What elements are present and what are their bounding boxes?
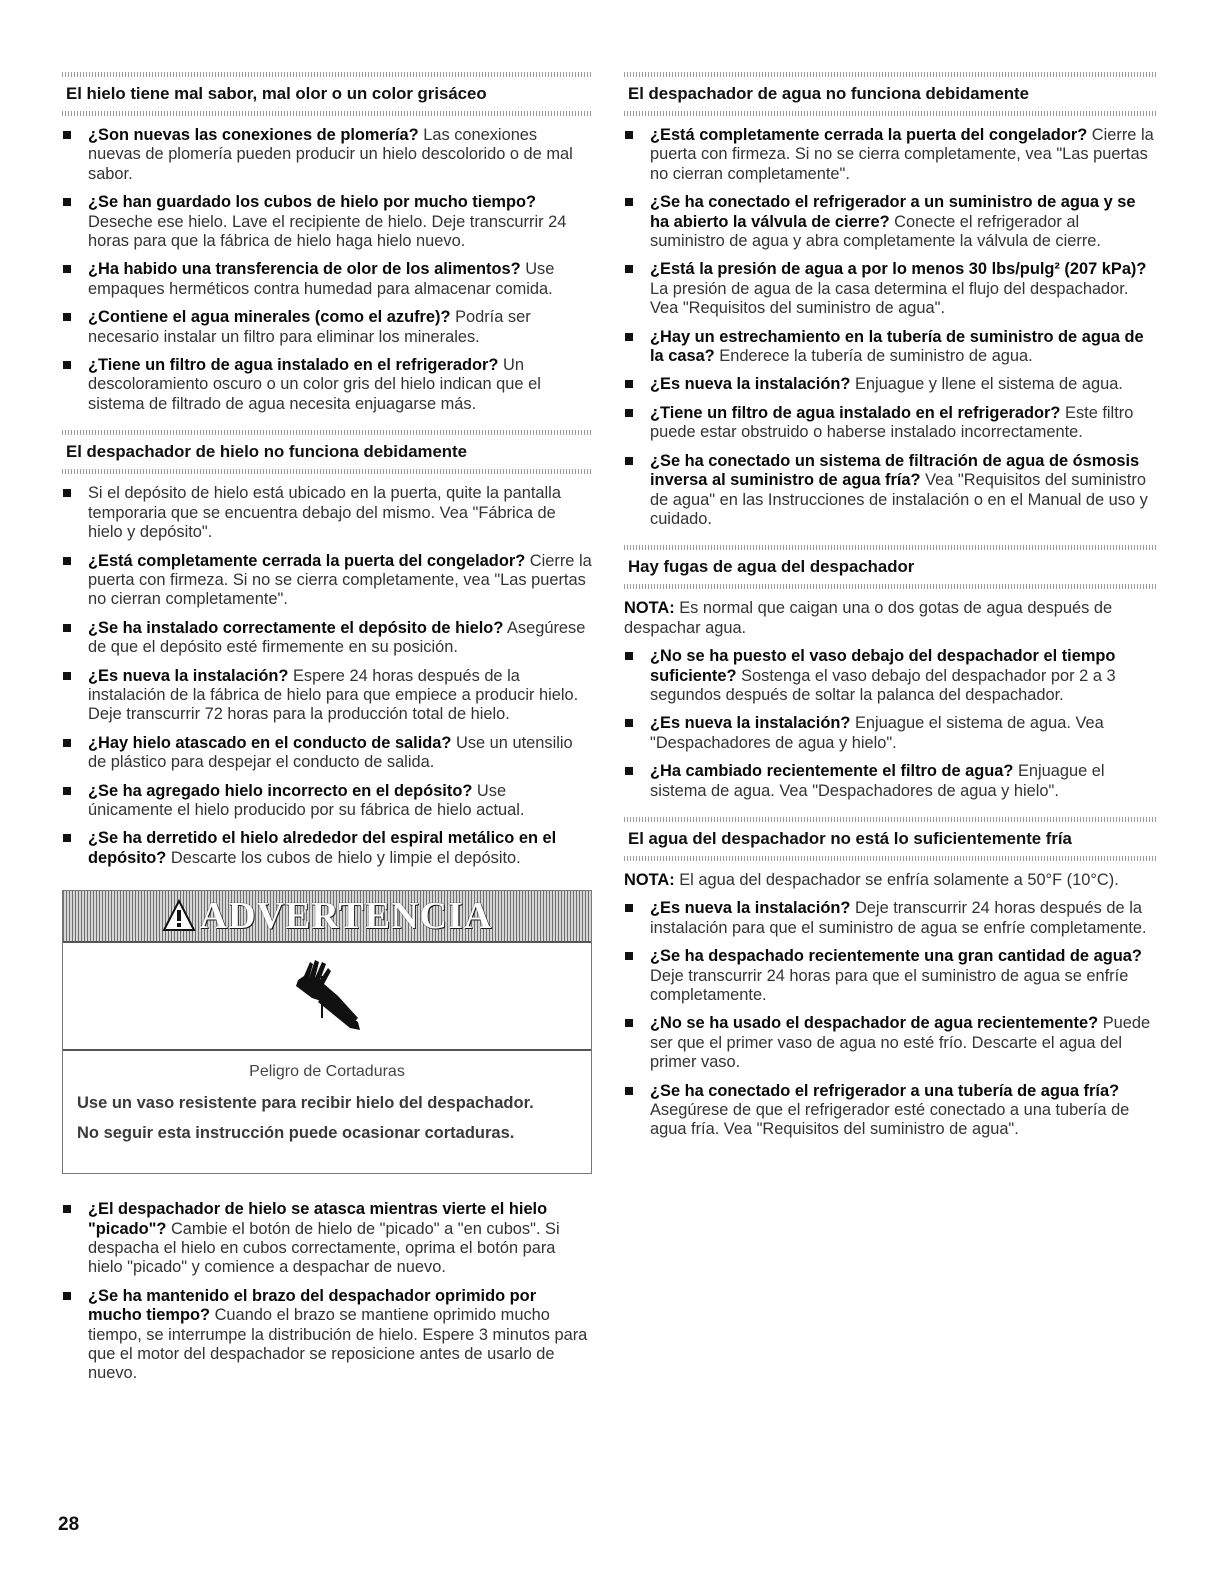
answer: Enderece la tubería de suministro de agua.	[719, 347, 1033, 366]
bullet-icon	[625, 333, 633, 341]
bullet-icon	[63, 489, 71, 497]
bullet-icon	[63, 198, 71, 206]
note-label: NOTA:	[624, 870, 675, 889]
list-item	[62, 552, 592, 610]
bullet-icon	[625, 1087, 633, 1095]
question: ¿Se ha despachado recientemente una gran cantidad de agua?	[650, 947, 1142, 966]
note	[624, 599, 1156, 638]
answer: Asegúrese de que el refrigerador esté conectado a una tubería de agua fría. Vea "Requisitos del suministro de agua".	[650, 1101, 1130, 1139]
question: ¿Está la presión de agua a por lo menos 30 lbs/pulg² (207 kPa)?	[650, 260, 1147, 279]
list-item	[624, 260, 1156, 318]
section-title: El agua del despachador no está lo suficientemente fría	[628, 828, 1072, 848]
answer: Enjuague el sistema de agua. Vea "Despachadores de agua y hielo".	[650, 762, 1105, 800]
bullet-icon	[63, 1292, 71, 1300]
list-item	[624, 947, 1156, 1005]
section-header	[62, 426, 592, 474]
question: ¿No se ha usado el despachador de agua recientemente?	[650, 1014, 1099, 1033]
question: ¿Ha habido una transferencia de olor de los alimentos?	[88, 260, 521, 279]
section-header	[62, 68, 592, 116]
bullet-icon	[63, 1205, 71, 1213]
list-item	[62, 260, 592, 299]
question: ¿Se han guardado los cubos de hielo por mucho tiempo?	[88, 193, 537, 212]
hazard-title: Peligro de Cortaduras	[249, 1063, 405, 1081]
list-item	[62, 356, 592, 414]
left-column	[62, 68, 592, 1393]
bullet-icon	[63, 787, 71, 795]
answer: Enjuague y llene el sistema de agua.	[854, 375, 1123, 394]
list-item	[62, 126, 592, 184]
bullet-icon	[63, 313, 71, 321]
question: ¿Se ha conectado el refrigerador a un suministro de agua y se ha abierto la válvula de cierre?	[650, 193, 1136, 231]
answer: Cierre la puerta con firmeza. Si no se cierra completamente, vea "Las puertas no cierran completamente".	[88, 551, 592, 609]
warning-symbol-area	[63, 943, 591, 1051]
section-water-dispenser	[624, 68, 1156, 529]
note-text: El agua del despachador se enfría solamente a 50°F (10°C).	[679, 870, 1119, 889]
cut-hazard-icon	[282, 956, 372, 1036]
troubleshooting-list	[624, 647, 1156, 801]
list-item	[62, 193, 592, 251]
question: ¿Tiene un filtro de agua instalado en el refrigerador?	[88, 356, 499, 375]
bullet-icon	[625, 652, 633, 660]
answer: Conecte el refrigerador al suministro de agua y abra completamente la válvula de cierre.	[650, 212, 1101, 251]
section-header	[624, 541, 1156, 589]
section-ice-bad-taste	[62, 68, 592, 414]
warning-header	[63, 891, 591, 943]
list-item	[62, 1200, 592, 1278]
answer: Enjuague el sistema de agua. Vea "Despachadores de agua y hielo".	[650, 714, 1104, 752]
answer: Podría ser necesario instalar un filtro para eliminar los minerales.	[88, 308, 531, 346]
question: ¿Hay un estrechamiento en la tubería de suministro de agua de la casa?	[650, 327, 1144, 366]
warning-consequence: No seguir esta instrucción puede ocasionar cortaduras.	[77, 1124, 515, 1143]
answer: Cuando el brazo se mantiene oprimido mucho tiempo, se interrumpe la distribución de hielo. Espere 3 minutos para que el motor del despachador se reposicione antes de usarlo de nuevo.	[88, 1306, 588, 1383]
section-title: Hay fugas de agua del despachador	[628, 557, 915, 577]
section-title: El hielo tiene mal sabor, mal olor o un color grisáceo	[66, 84, 487, 103]
warning-body	[63, 1051, 591, 1165]
answer: Vea "Requisitos del suministro de agua" en las Instrucciones de instalación o en el Manual de uso y cuidado.	[650, 471, 1148, 528]
bullet-icon	[625, 131, 633, 139]
troubleshooting-list	[62, 126, 592, 414]
note-label: NOTA:	[624, 599, 675, 618]
bullet-icon	[625, 767, 633, 775]
question: ¿Se ha derretido el hielo alrededor del espiral metálico en el depósito?	[88, 829, 557, 867]
warning-box	[62, 890, 592, 1174]
question: ¿Es nueva la instalación?	[650, 714, 851, 733]
bullet-icon	[63, 131, 71, 139]
list-item	[62, 1287, 592, 1384]
list-item	[624, 126, 1156, 184]
bullet-icon	[63, 557, 71, 565]
question: ¿Son nuevas las conexiones de plomería?	[88, 126, 419, 144]
question: ¿No se ha puesto el vaso debajo del despachador el tiempo suficiente?	[650, 647, 1116, 685]
question: ¿Tiene un filtro de agua instalado en el refrigerador?	[650, 403, 1061, 422]
answer: Un descoloramiento oscuro o un color gris del hielo indican que el sistema de filtrado de agua necesita enjuagarse más.	[88, 356, 541, 413]
section-water-not-cold	[624, 813, 1156, 1140]
page-number: 28	[58, 1514, 80, 1535]
list-item	[624, 452, 1156, 530]
note	[624, 871, 1156, 890]
list-item	[62, 734, 592, 773]
answer: Si el depósito de hielo está ubicado en la puerta, quite la pantalla temporaria que se encuentra debajo del mismo. Vea "Fábrica de hielo y depósito".	[88, 484, 561, 542]
list-item	[62, 308, 592, 347]
section-title: El despachador de hielo no funciona debidamente	[66, 442, 467, 462]
right-column	[624, 68, 1156, 1152]
section-header	[624, 813, 1156, 861]
bullet-icon	[625, 265, 633, 273]
warning-instruction: Use un vaso resistente para recibir hielo del despachador.	[77, 1094, 534, 1113]
list-item	[624, 193, 1156, 251]
bullet-icon	[63, 739, 71, 747]
bullet-icon	[63, 265, 71, 273]
answer: Use únicamente el hielo producido por su fábrica de hielo actual.	[88, 781, 525, 819]
troubleshooting-list	[624, 126, 1156, 529]
question: ¿Es nueva la instalación?	[650, 899, 851, 918]
list-item	[62, 484, 592, 542]
list-item	[624, 899, 1156, 938]
question: ¿Se ha instalado correctamente el depósito de hielo?	[88, 618, 504, 637]
bullet-icon	[63, 672, 71, 680]
list-item	[624, 1082, 1156, 1140]
section-water-leaks	[624, 541, 1156, 801]
list-item	[62, 667, 592, 725]
bullet-icon	[63, 361, 71, 369]
list-item	[624, 328, 1156, 367]
answer: Espere 24 horas después de la instalación de la fábrica de hielo para que empiece a producir hielo. Deje transcurrir 72 horas para la producción total de hielo.	[88, 666, 579, 724]
note-text: Es normal que caigan una o dos gotas de agua después de despachar agua.	[624, 599, 1113, 637]
question: ¿Se ha conectado un sistema de filtración de agua de ósmosis inversa al suministro de agua fría?	[650, 451, 1140, 490]
question: ¿Está completamente cerrada la puerta del congelador?	[650, 126, 1088, 144]
bullet-icon	[625, 409, 633, 417]
list-item	[62, 619, 592, 658]
list-item	[624, 404, 1156, 443]
bullet-icon	[625, 380, 633, 388]
question: ¿Ha cambiado recientemente el filtro de agua?	[650, 762, 1014, 781]
answer: Use empaques herméticos contra humedad para almacenar comida.	[88, 260, 555, 298]
list-item	[62, 782, 592, 821]
troubleshooting-list	[624, 899, 1156, 1139]
bullet-icon	[625, 952, 633, 960]
question: ¿Hay hielo atascado en el conducto de salida?	[88, 733, 452, 752]
answer: Use un utensilio de plástico para despejar el conducto de salida.	[88, 733, 573, 772]
question: ¿Es nueva la instalación?	[88, 666, 289, 685]
answer: Deje transcurrir 24 horas después de la instalación para que el suministro de agua se enfríe completamente.	[650, 899, 1147, 937]
list-item	[624, 375, 1156, 394]
bullet-icon	[63, 834, 71, 842]
list-item	[62, 829, 592, 868]
section-header	[624, 68, 1156, 116]
section-title: El despachador de agua no funciona debidamente	[628, 84, 1029, 103]
bullet-icon	[625, 719, 633, 727]
bullet-icon	[625, 198, 633, 206]
question: ¿Se ha mantenido el brazo del despachador oprimido por mucho tiempo?	[88, 1286, 537, 1325]
section-ice-dispenser	[62, 426, 592, 868]
question: ¿Está completamente cerrada la puerta del congelador?	[88, 551, 526, 570]
question: ¿Se ha conectado el refrigerador a una tubería de agua fría?	[650, 1081, 1120, 1100]
answer: Las conexiones nuevas de plomería pueden producir un hielo descolorido o de mal sabor.	[88, 126, 573, 183]
answer: Deje transcurrir 24 horas para que el suministro de agua se enfríe completamente.	[650, 966, 1129, 1004]
bullet-icon	[625, 904, 633, 912]
question: ¿Es nueva la instalación?	[650, 375, 851, 394]
question: ¿Se ha agregado hielo incorrecto en el depósito?	[88, 781, 473, 800]
warning-triangle-icon	[162, 899, 196, 933]
list-item	[624, 714, 1156, 753]
answer: Cierre la puerta con firmeza. Si no se cierra completamente, vea "Las puertas no cierran completamente".	[650, 126, 1154, 183]
answer: La presión de agua de la casa determina el flujo del despachador. Vea "Requisitos del suministro de agua".	[650, 279, 1129, 318]
bullet-icon	[625, 457, 633, 465]
answer: Asegúrese de que el depósito esté firmemente en su posición.	[88, 618, 586, 657]
answer: Puede ser que el primer vaso de agua no esté frío. Descarte el agua del primer vaso.	[650, 1014, 1151, 1072]
bullet-icon	[625, 1019, 633, 1027]
question: ¿El despachador de hielo se atasca mientras vierte el hielo "picado"?	[88, 1200, 548, 1238]
bullet-icon	[63, 624, 71, 632]
answer: Descarte los cubos de hielo y limpie el depósito.	[170, 848, 521, 867]
answer: Este filtro puede estar obstruido o haberse instalado incorrectamente.	[650, 403, 1134, 442]
troubleshooting-list	[62, 484, 592, 868]
answer: Deseche ese hielo. Lave el recipiente de hielo. Deje transcurrir 24 horas para que la fábrica de hielo haga hielo nuevo.	[88, 212, 567, 251]
list-item	[624, 762, 1156, 801]
list-item	[624, 647, 1156, 705]
warning-title: ADVERTENCIA	[199, 895, 493, 938]
answer: Sostenga el vaso debajo del despachador por 2 a 3 segundos después de soltar la palanca del despachador.	[650, 666, 1116, 704]
troubleshooting-list	[62, 1200, 592, 1384]
list-item	[624, 1014, 1156, 1072]
answer: Cambie el botón de hielo de "picado" a "en cubos". Si despacha el hielo en cubos correctamente, oprima el botón para hielo "picado" y comience a despachar de nuevo.	[88, 1219, 560, 1277]
question: ¿Contiene el agua minerales (como el azufre)?	[88, 308, 451, 327]
